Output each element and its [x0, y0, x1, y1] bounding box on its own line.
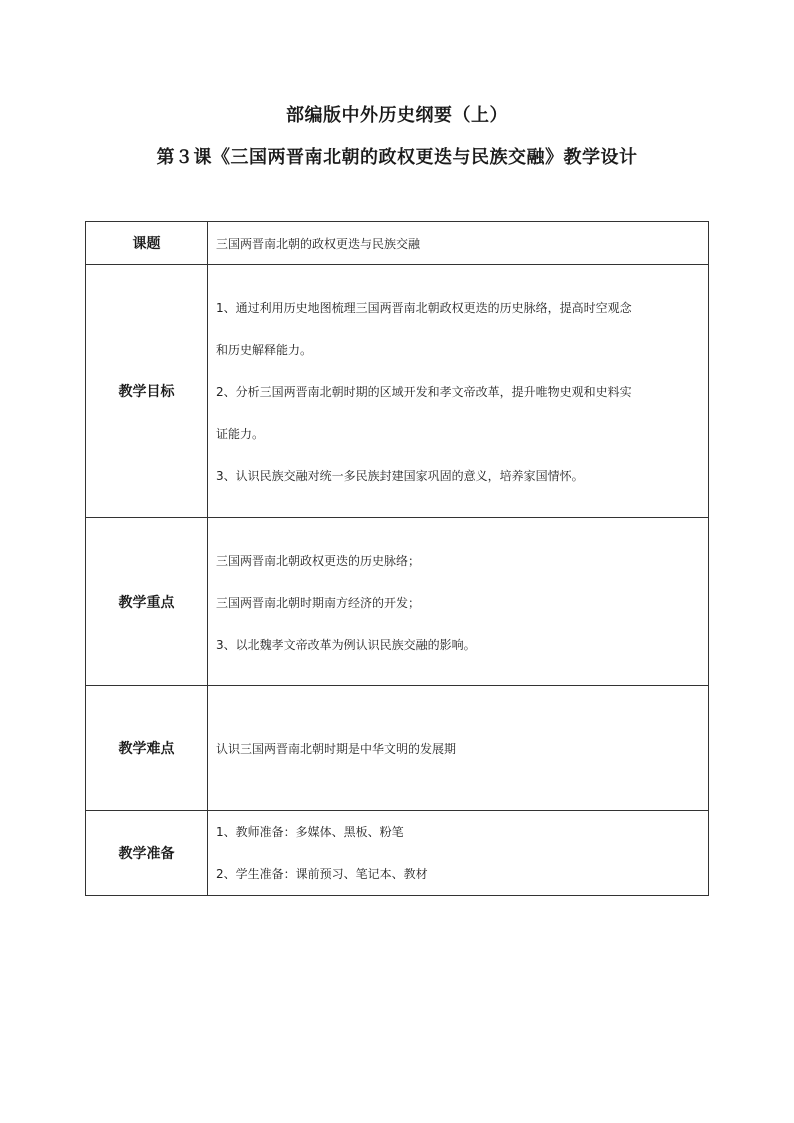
difficulty-value: 认识三国两晋南北朝时期是中华文明的发展期	[208, 686, 709, 811]
goals-line: 1、通过利用历史地图梳理三国两晋南北朝政权更迭的历史脉络，提高时空观念	[216, 301, 632, 315]
goals-content	[208, 265, 709, 518]
difficulty-label: 教学难点	[86, 686, 208, 811]
table-row-topic	[86, 222, 709, 265]
document-title: 部编版中外历史纲要（上）	[286, 105, 508, 126]
preparation-content	[208, 811, 709, 896]
document-subtitle: 第３课《三国两晋南北朝的政权更迭与民族交融》教学设计	[156, 147, 638, 168]
key-points-label: 教学重点	[86, 518, 208, 686]
key-points-line: 3、以北魏孝文帝改革为例认识民族交融的影响。	[216, 637, 476, 652]
key-points-content	[208, 518, 709, 686]
goals-label: 教学目标	[86, 265, 208, 518]
table-row-key-points	[86, 518, 709, 686]
goals-line: 2、分析三国两晋南北朝时期的区域开发和孝文帝改革，提升唯物史观和史料实	[216, 385, 632, 399]
goals-line: 3、认识民族交融对统一多民族封建国家巩固的意义，培养家国情怀。	[216, 469, 584, 483]
topic-value: 三国两晋南北朝的政权更迭与民族交融	[208, 222, 709, 265]
topic-label: 课题	[86, 222, 208, 265]
table-row-preparation	[86, 811, 709, 896]
table-row-goals	[86, 265, 709, 518]
lesson-plan-table	[85, 221, 709, 896]
key-points-line: 三国两晋南北朝时期南方经济的开发；	[216, 595, 421, 610]
goals-line: 和历史解释能力。	[216, 343, 313, 357]
preparation-label: 教学准备	[86, 811, 208, 896]
table-row-difficulty	[86, 686, 709, 811]
key-points-line: 三国两晋南北朝政权更迭的历史脉络；	[216, 553, 421, 568]
goals-line: 证能力。	[216, 427, 265, 441]
preparation-line: 1、教师准备：多媒体、黑板、粉笔	[216, 825, 404, 839]
preparation-line: 2、学生准备：课前预习、笔记本、教材	[216, 867, 428, 881]
